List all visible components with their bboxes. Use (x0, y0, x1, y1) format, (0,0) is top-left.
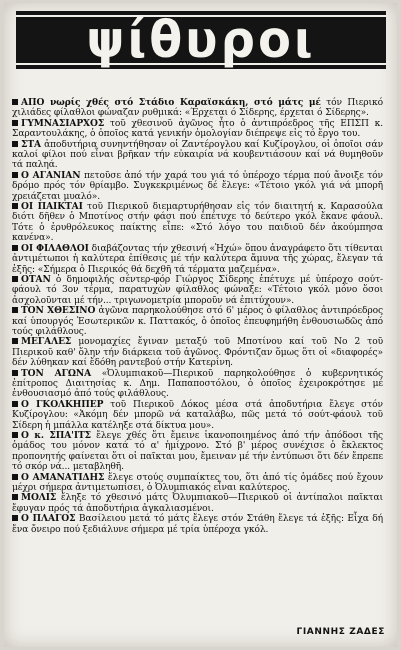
news-item (12, 369, 383, 400)
masthead-title: ψίθυροι (86, 10, 316, 70)
news-item-text: τοῦ χθεσινοῦ ἀγῶνος ἦτο ὁ ἀντιπρόεδρος τῆς ΕΠΣΠ κ. Σαραντουλάκης, ὁ ὁποῖος κατά γενικήν ὁμολογίαν διέπρεψε εἰς τό ἔργο του. (12, 118, 383, 140)
news-item-lead: ΟΤΑΝ (21, 273, 51, 285)
news-item-lead: Ο ΑΜΑΝΑΤΙΔΗΣ (21, 471, 105, 483)
news-item-lead: ΜΕΓΑΛΕΣ (21, 336, 72, 348)
news-item (12, 119, 383, 140)
news-item-lead: ΟΙ ΠΑΙΚΤΑΙ (21, 201, 83, 213)
news-item-lead: ΓΥΜΝΑΣΙΑΡΧΟΣ (21, 117, 105, 129)
article-body (12, 98, 383, 535)
news-item (12, 98, 383, 119)
news-item (12, 202, 383, 244)
news-item-text: τοῦ Πιερικοῦ Δόκος μέσα στά ἀποδυτήρια ἔλεγε στόν Κυζίρογλου: «Ἀκόμη δέν μπορῶ νά καταλάβω, πῶς μετά τό σούτ-φάουλ τοῦ Σίδερη ἡ μπάλλα κατέληξε στά δίκτυα μου». (12, 399, 383, 431)
news-item-text: τόν Πιερικό χιλιάδες φίλαθλοι φώναζαν ρυθμικά: «Έρχεται ό Σίδερης, έρχεται ό Σίδερης». (12, 98, 383, 119)
news-item-lead: ΟΙ ΦΙΛΑΘΛΟΙ (21, 242, 89, 254)
news-item-lead: ΜΟΛΙΣ (21, 492, 57, 504)
news-item-text: ἔληξε τό χθεσινό μάτς Ὀλυμπιακοῦ—Πιερικοῦ οἱ ἀντίπαλοι παῖκται ἔφυγαν πρός τά ἀποδυτήρια ἀγκαλιασμένοι. (12, 493, 383, 514)
news-item-text: ἀποδυτήρια συνηντήθησαν οἱ Ζαντέρογλου καί Κυζίρογλου, οἱ ὁποῖοι σάν καλοί φίλοι πού εἶναι βρῆκαν τήν εὐκαιρία νά κουβεντιάσουν καί νά θυμηθοῦν τά παληά. (12, 139, 383, 171)
news-item (12, 275, 383, 306)
news-item-text: «Ὀλυμπιακοῦ—Πιερικοῦ παρηκολούθησε ὁ κυβερνητικός ἐπίτροπος Διαιτησίας κ. Δημ. Παπαποστόλου, ὁ ὁποῖος ἐχειροκρότησε μέ ἐνθουσιασμό ἀπό τούς φιλάθλους. (12, 368, 384, 400)
news-item-lead: Ο κ. ΣΠΑ'ΙΤΣ (21, 430, 91, 441)
news-item-lead: Ο ΑΓΑΝΙΑΝ (21, 169, 81, 181)
news-item-lead: Ο ΠΛΑΓΟΣ (21, 513, 76, 525)
news-item (12, 400, 383, 431)
news-item-text: μονομαχίες ἔγιναν μεταξύ τοῦ Μποτίνου καί τοῦ Νο 2 τοῦ Πιερικοῦ καθ' ὅλην τήν διάρκεια τοῦ ἀγῶνος. Φρόντιζαν ὅμως ὅτι οἱ «διαφορές» δέν λύθηκαν καί ἔδόθη ραντεβού στήν Κατερίνη. (12, 337, 383, 369)
news-item-lead: ΑΠΟ νωρίς χθές στό Στάδιο Καραϊσκάκη, στό μάτς μέ (21, 97, 321, 108)
news-item (12, 493, 383, 514)
news-item-text: Βασίλειου μετά τό μάτς ἔλεγε στόν Στάθη ἔλεγε τά ἑξῆς: Εἶχα δή ἔνα ὄνειρο πού ξεδιάλυνε σήμερα μέ τρία ὑπέροχα γκόλ. (12, 514, 383, 535)
news-item (12, 244, 383, 275)
news-item (12, 306, 383, 337)
news-item-text: τοῦ Πιερικοῦ διεμαρτυρήθησαν εἰς τόν διαιτητή κ. Καρασούλα διότι δῆθεν ὁ Μποτίνος στήν φάσι πού ἐπέτυχε τό δεύτερο γκόλ ἔκανε φάουλ. Τότε ὁ ἐρυθρόλευκος παίκτης εἶπε: «Στό λόγο του παιδιοῦ δέν ἀκούμπησα κανένα». (12, 202, 383, 244)
news-item (12, 171, 383, 202)
news-item-text: διαβάζοντας τήν χθεσινή «Ἠχώ» ὅπου ἀναγράφετο ὅτι τίθενται ἀντιμέτωποι ἡ καλύτερα ἐπίθεσις μέ τήν καλύτερα ἄμυνα τῆς χώρας, ἔλεγαν τά ἑξῆς: «Σήμερα ὁ Πιερικός θά δεχθῆ τά τέρματα μαζεμένα». (12, 243, 383, 275)
author-signature: ΓΙΑΝΝΗΣ ΖΑΔΕΣ (296, 627, 385, 637)
news-item-lead: Ο ΓΚΟΛΚΗΠΕΡ (21, 398, 104, 410)
news-item (12, 140, 383, 171)
news-item (12, 514, 383, 535)
news-item-lead: ΣΤΑ (21, 138, 41, 150)
masthead (16, 11, 386, 69)
news-item-lead: ΤΟΝ ΑΓΩΝΑ (21, 367, 92, 379)
news-item (12, 337, 383, 368)
news-item-text: ἔλεγε στούς συμπαίκτες του, ὅτι ἀπό τίς ὁμάδες πού ἔχουν μέχρι σήμερα ἀντιμετωπίσει, ὁ Ὀλυμπιακός εἶναι καλύτερος. (12, 472, 383, 494)
news-item-text: ἔλεγε χθές ὅτι ἔμεινε ἱκανοποιημένος ἀπό τήν ἀπόδοσι τῆς ὁμάδος του μόνον κατά τό α' ἡμίχρονο. Στό β' μέρος συνέχισε ὁ ἔκλεκτος προπονητής φαίνεται ὅτι οἱ παῖκται μου, ἔμειναν μέ τήν ἐντύπωσι ὅτι δέν ἔπρεπε τό σκόρ νά... μεταβληθῆ. (12, 431, 383, 473)
news-item-text: πετοῦσε ἀπό τήν χαρά του γιά τό ὑπέροχο τέρμα πού ἄνοιξε τόν δρόμο πρός τόν θρίαμβο. Συγκεκριμένως δέ ἔλεγε: «Τέτοιο γκόλ γιά νά μπορῆ χρειάζεται μυαλό». (12, 170, 383, 202)
news-item (12, 473, 383, 494)
news-item-text: ἀγῶνα παρηκολούθησε στό 6' μέρος ὁ φίλαθλος ἀντιπρόεδρος καί ὑπουργός Ἐσωτερικῶν κ. Παττακός, ὁ ὁποῖος ἐπευφημήθη ἐνθουσιωδῶς ἀπό τούς φιλάθλους. (12, 306, 383, 337)
news-item-text: ὁ δημοφιλής σέντερ-φόρ Γιώργος Σίδερης ἐπέτυχε μέ ὑπέροχο σούτ-φάουλ τό 3ον τέρμα, παρατυχὼν φίλαθλος φώναξε: «Τέτοιο γκόλ μόνο ὅσοι ἀσχολοῦνται μέ τήν... τριγωνομετρία μποροῦν νά ἐπιτύχουν». (12, 274, 383, 306)
news-item-lead: ΤΟΝ ΧΘΕΣΙΝΟ (21, 305, 96, 317)
news-item (12, 431, 383, 473)
